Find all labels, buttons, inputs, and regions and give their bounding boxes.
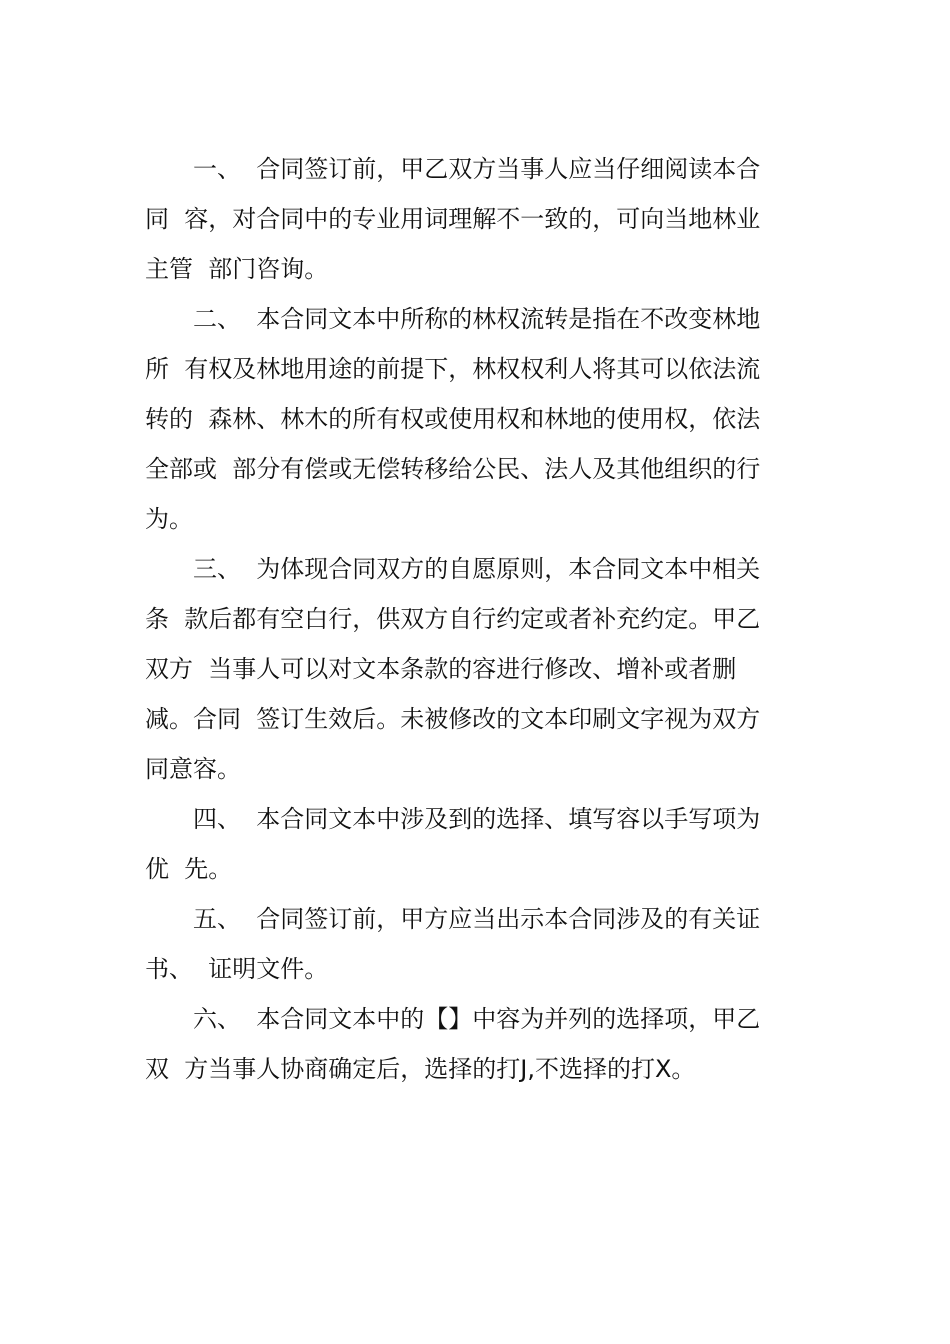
paragraph-line: 四、 本合同文本中涉及到的选择、填写容以手写项为 [193,805,761,833]
paragraph-line: 转的 森林、林木的所有权或使用权和林地的使用权，依法 [145,405,761,433]
paragraph-line: 优 先。 [145,855,233,883]
paragraph-line: 所 有权及林地用途的前提下，林权权利人将其可以依法流 [145,355,761,383]
clause-6 [145,994,825,1094]
paragraph-line: 六、 本合同文本中的【】中容为并列的选择项，甲乙 [193,1005,761,1033]
paragraph-line: 书、 证明文件。 [145,955,329,983]
clause-2 [145,294,825,544]
clause-3 [145,544,825,794]
clause-5 [145,894,825,994]
paragraph-line: 双 方当事人协商确定后，选择的打J,不选择的打X。 [145,1055,696,1083]
paragraph-line: 主管 部门咨询。 [145,255,329,283]
paragraph-line: 一、 合同签订前，甲乙双方当事人应当仔细阅读本合 [193,155,761,183]
paragraph-line: 为。 [145,505,193,533]
document-body [145,144,825,1094]
paragraph-line: 五、 合同签订前，甲方应当出示本合同涉及的有关证 [193,905,761,933]
paragraph-line: 双方 当事人可以对文本条款的容进行修改、增补或者删 [145,655,737,683]
paragraph-line: 二、 本合同文本中所称的林权流转是指在不改变林地 [193,305,761,333]
clause-1 [145,144,825,294]
paragraph-line: 全部或 部分有偿或无偿转移给公民、法人及其他组织的行 [145,455,761,483]
clause-4 [145,794,825,894]
paragraph-line: 条 款后都有空白行，供双方自行约定或者补充约定。甲乙 [145,605,761,633]
paragraph-line: 减。合同 签订生效后。未被修改的文本印刷文字视为双方 [145,705,761,733]
paragraph-line: 三、 为体现合同双方的自愿原则，本合同文本中相关 [193,555,761,583]
paragraph-line: 同 容，对合同中的专业用词理解不一致的，可向当地林业 [145,205,761,233]
paragraph-line: 同意容。 [145,755,241,783]
